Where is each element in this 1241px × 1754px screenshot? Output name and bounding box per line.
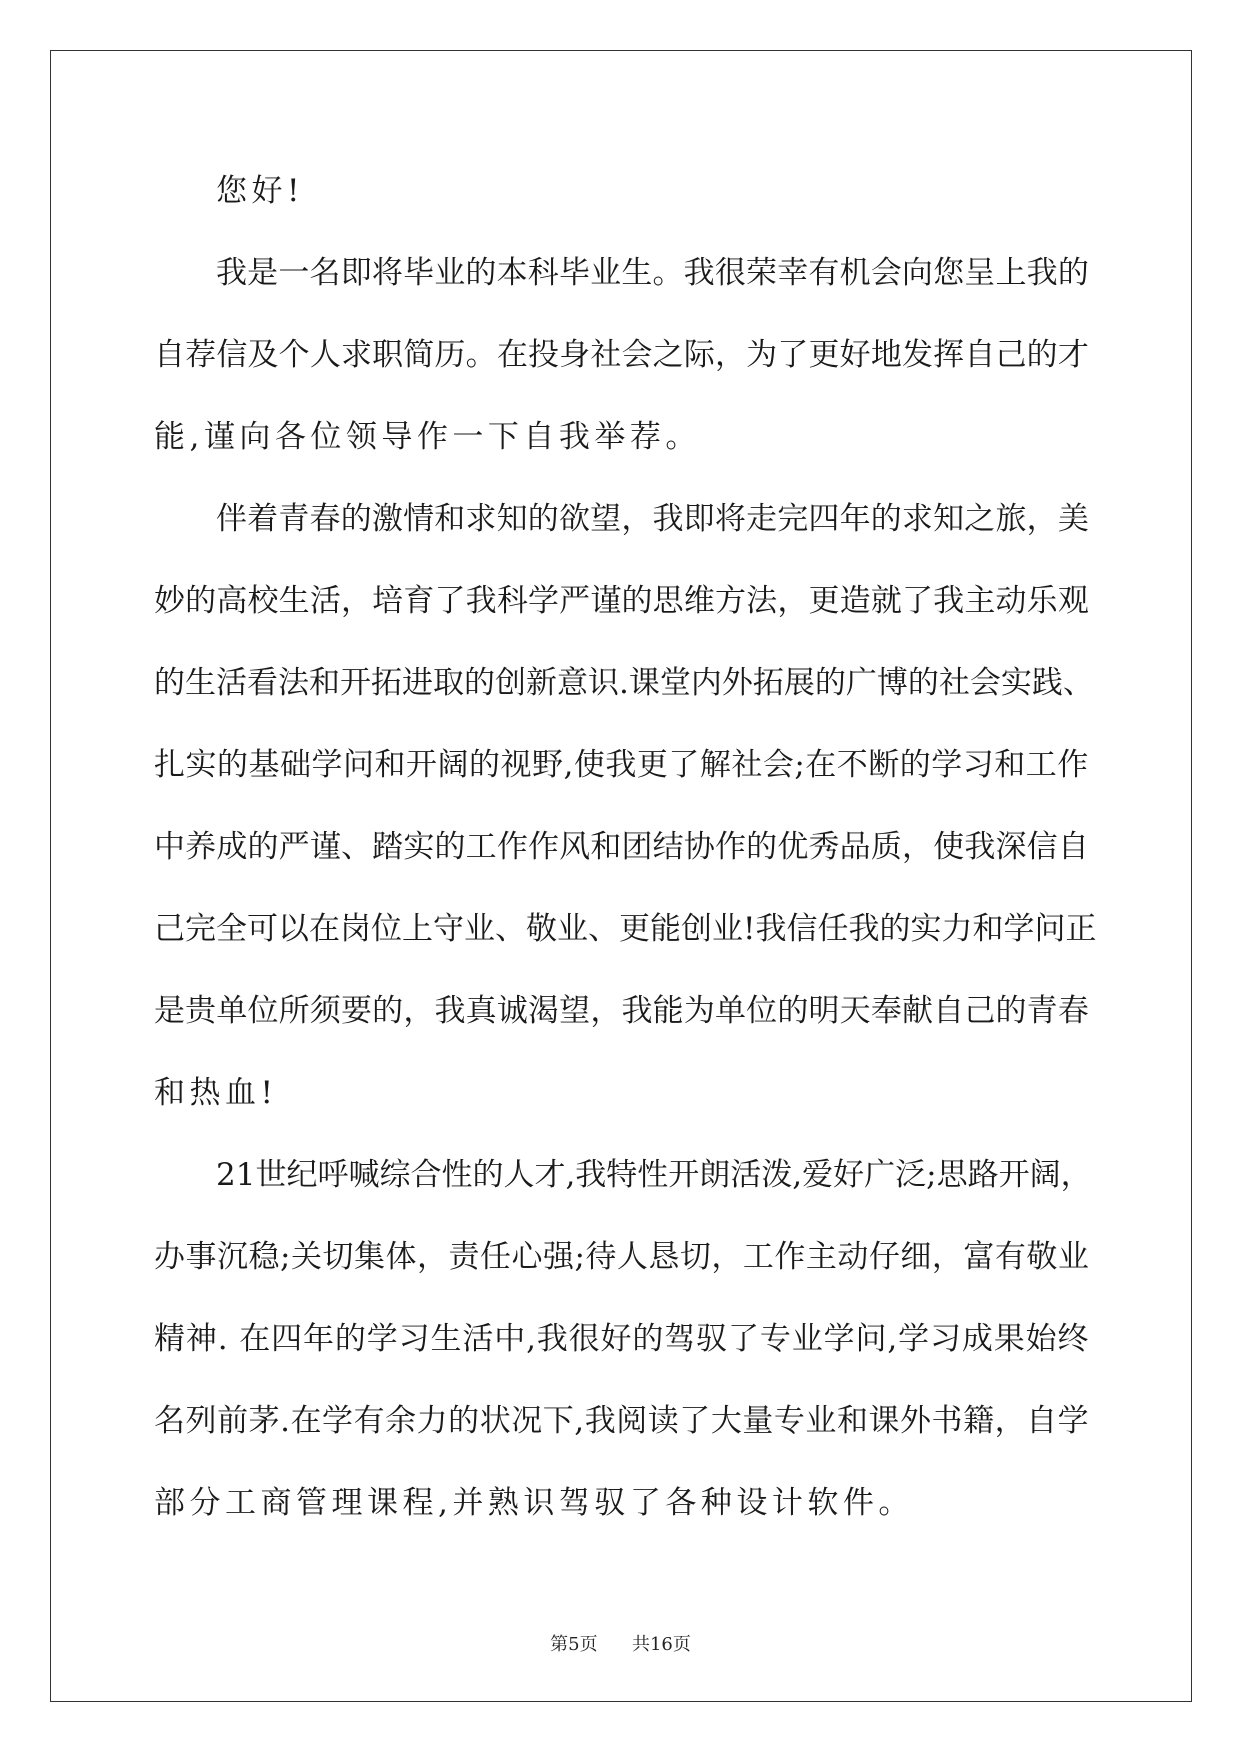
letter-body (154, 150, 1097, 1544)
text-line: 部分工商管理课程,并熟识驾驭了各种设计软件。 (154, 1485, 914, 1521)
text-line: 名列前茅.在学有余力的状况下,我阅读了大量专业和课外书籍，自学 (154, 1403, 1090, 1439)
text-line: 精神. 在四年的学习生活中,我很好的驾驭了专业学问,学习成果始终 (154, 1321, 1090, 1357)
text-line: 己完全可以在岗位上守业、敬业、更能创业!我信任我的实力和学问正 (154, 911, 1097, 947)
text-line: 我是一名即将毕业的本科毕业生。我很荣幸有机会向您呈上我的 (216, 255, 1089, 291)
text-line: 伴着青春的激情和求知的欲望，我即将走完四年的求知之旅，美 (216, 501, 1089, 537)
text-line: 您好! (216, 173, 304, 209)
text-line: 和热血! (154, 1075, 278, 1111)
text-line: 办事沉稳;关切集体，责任心强;待人恳切，工作主动仔细，富有敬业 (154, 1239, 1090, 1275)
text-line: 中养成的严谨、踏实的工作作风和团结协作的优秀品质，使我深信自 (154, 829, 1089, 865)
page-footer (0, 1630, 1241, 1656)
page-number-total: 共16页 (631, 1634, 691, 1655)
text-line: 的生活看法和开拓进取的创新意识.课堂内外拓展的广博的社会实践、 (154, 665, 1094, 701)
text-line: 21世纪呼喊综合性的人才,我特性开朗活泼,爱好广泛;思路开阔， (216, 1157, 1092, 1193)
page-number-current: 第5页 (550, 1634, 598, 1655)
text-line: 妙的高校生活，培育了我科学严谨的思维方法，更造就了我主动乐观 (154, 583, 1089, 619)
text-line: 自荐信及个人求职简历。在投身社会之际，为了更好地发挥自己的才 (154, 337, 1089, 373)
text-line: 能,谨向各位领导作一下自我举荐。 (154, 419, 701, 455)
text-line: 扎实的基础学问和开阔的视野,使我更了解社会;在不断的学习和工作 (154, 747, 1089, 783)
text-line: 是贵单位所须要的，我真诚渴望，我能为单位的明天奉献自己的青春 (154, 993, 1089, 1029)
